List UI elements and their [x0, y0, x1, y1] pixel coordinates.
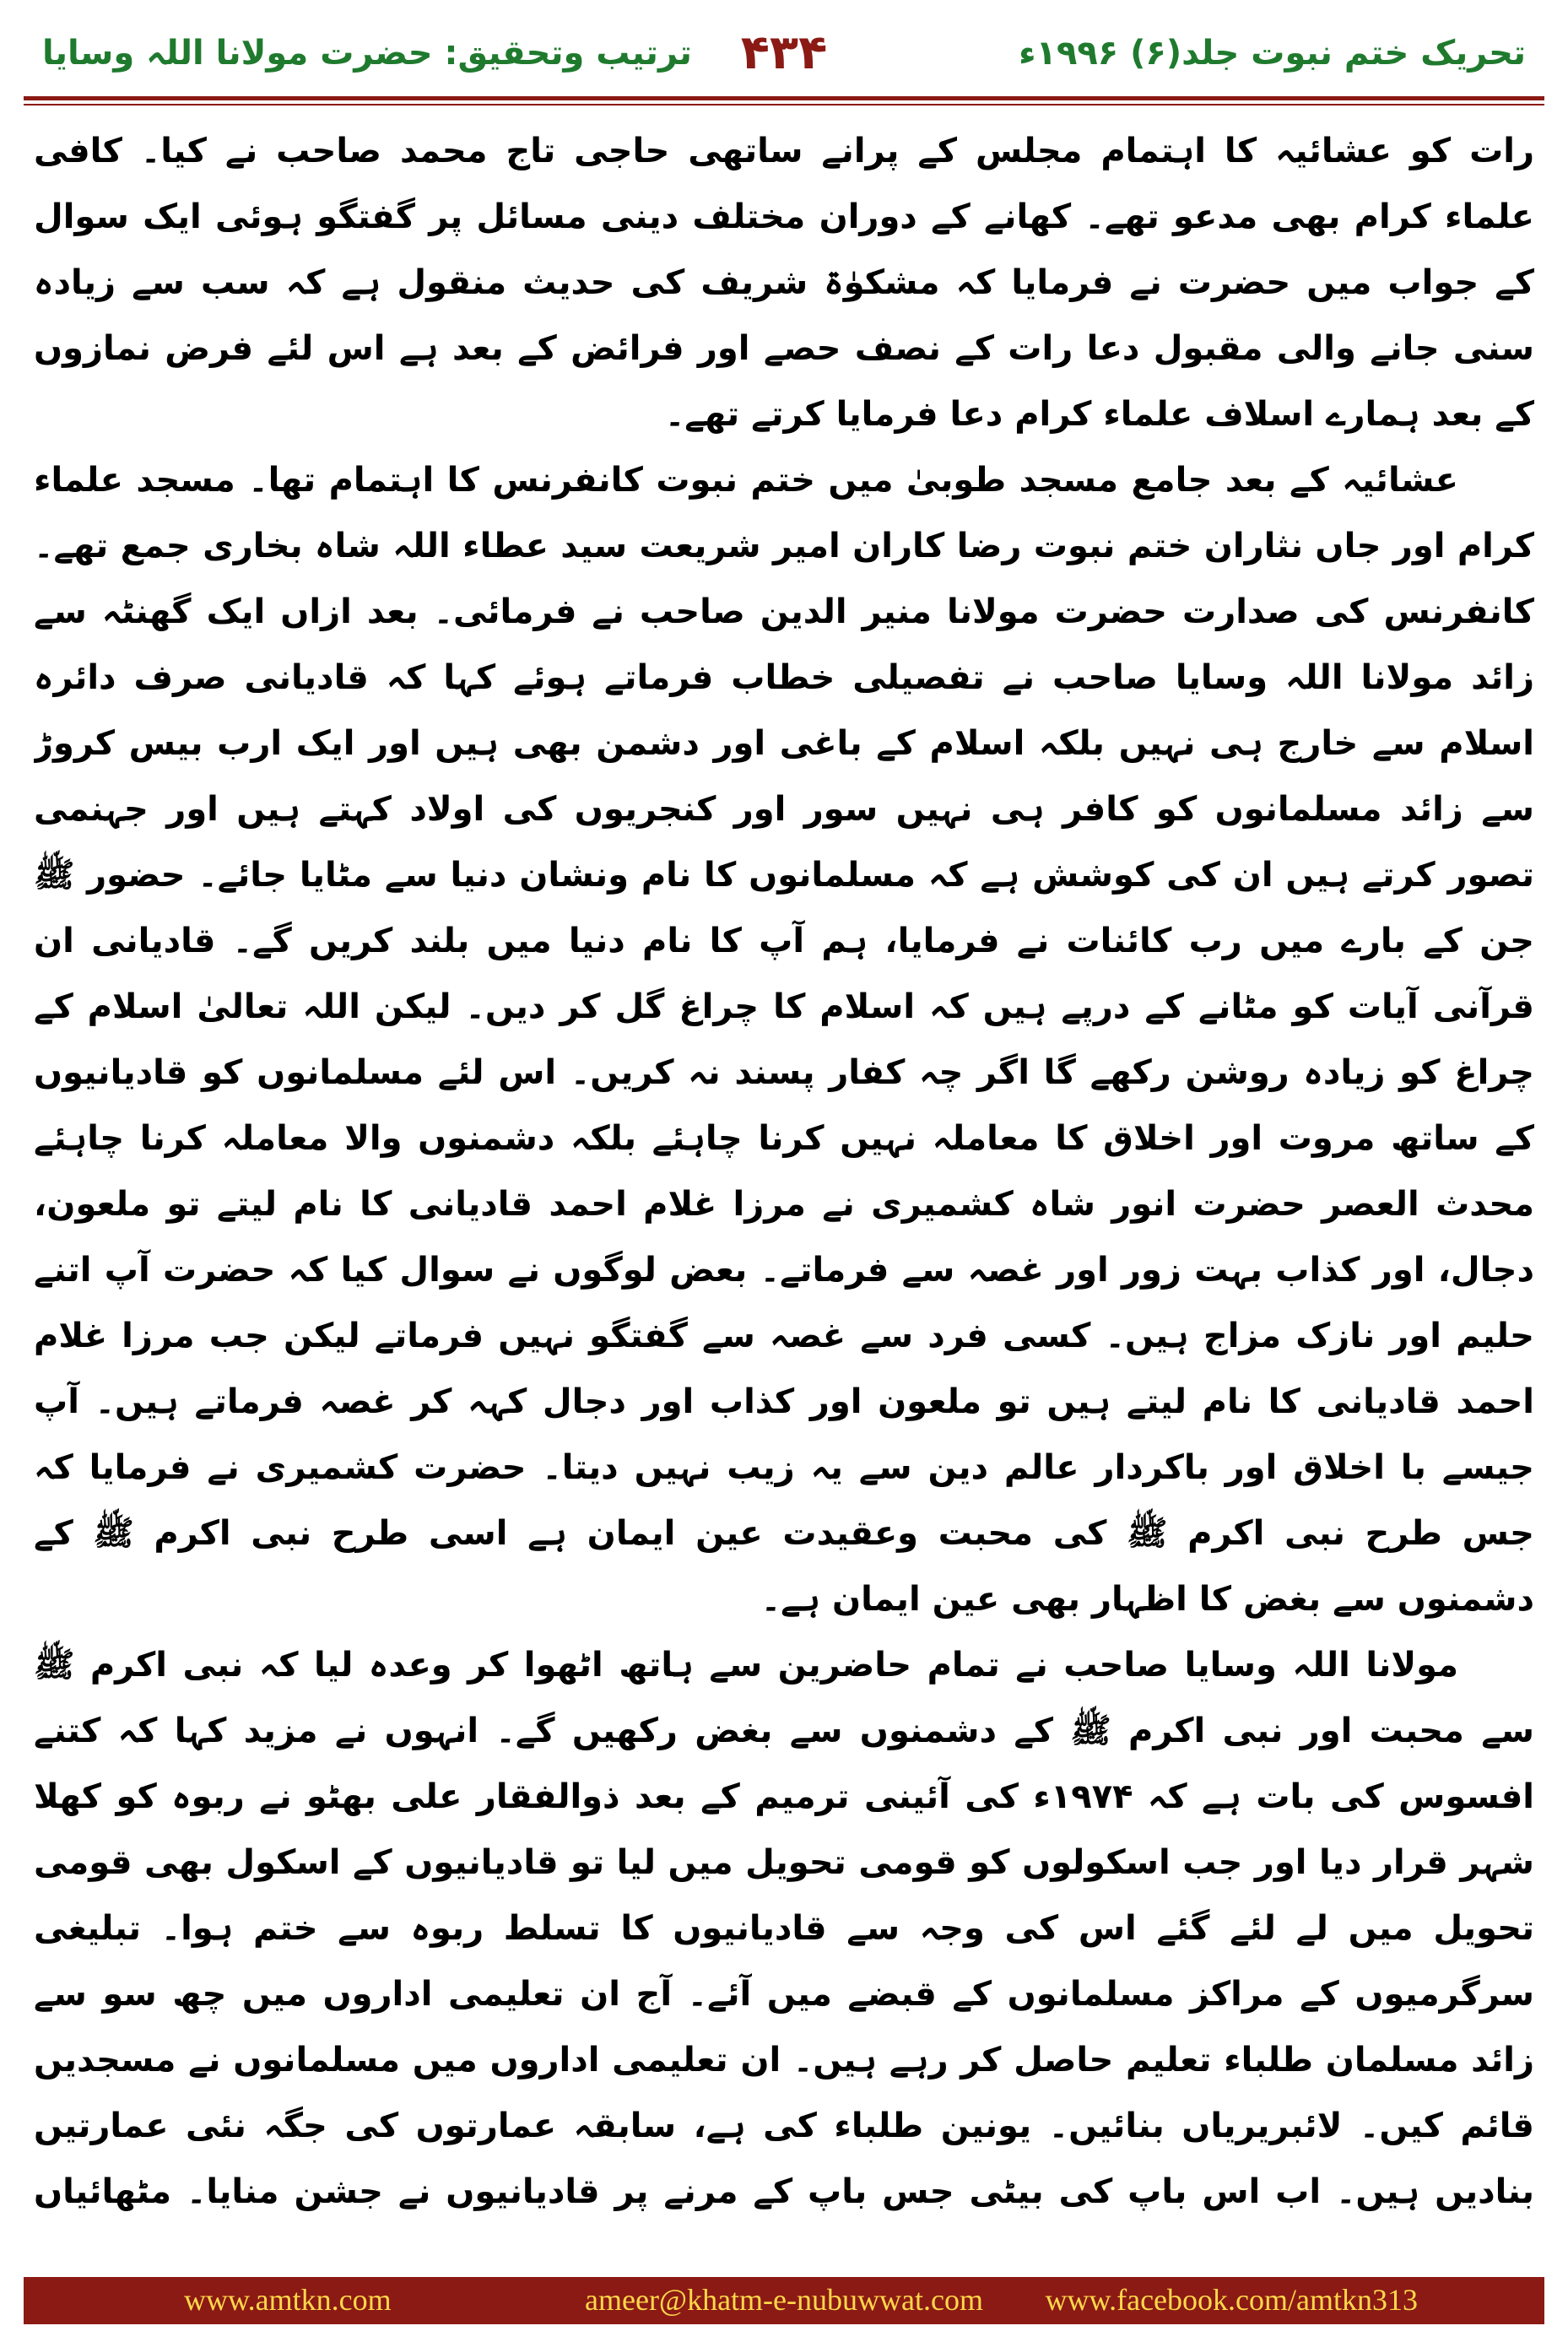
page-footer — [24, 2277, 1544, 2324]
facebook-link[interactable]: www.facebook.com/amtkn313 — [1045, 2283, 1418, 2317]
book-title: تحریک ختم نبوت جلد(۶) ۱۹۹۶ء — [1019, 34, 1526, 73]
paragraph-3: مولانا اللہ وسایا صاحب نے تمام حاضرین سے ہاتھ اٹھوا کر وعدہ لیا کہ نبی اکرم ﷺ سے محبت اور نبی اکرم ﷺ کے دشمنوں سے بغض رکھیں گے۔ انہوں نے مزید کہا کہ کتنے افسوس کی بات ہے کہ ۱۹۷۴ء کی آئینی ترمیم کے بعد ذوالفقار علی بھٹو نے ربوہ کو کھلا شہر قرار دیا اور جب اسکولوں کو قومی تحویل میں لیا تو قادیانیوں کے اسکول بھی قومی تحویل میں لے لئے گئے اس کی وجہ سے قادیانیوں کا تسلط ربوہ سے ختم ہوا۔ تبلیغی سرگرمیوں کے مراکز مسلمانوں کے قبضے میں آئے۔ آج ان تعلیمی اداروں میں چھ سو سے زائد مسلمان طلباء تعلیم حاصل کر رہے ہیں۔ ان تعلیمی اداروں میں مسلمانوں نے مسجدیں قائم کیں۔ لائبریریاں بنائیں۔ یونین طلباء کی ہے، سابقہ عمارتوں کی جگہ نئی عمارتیں بنادیں ہیں۔ اب اس باپ کی بیٹی جس باپ کے مرنے پر قادیانیوں نے جشن منایا۔ مٹھائیاں — [34, 1646, 1534, 2211]
paragraph-2: عشائیہ کے بعد جامع مسجد طوبیٰ میں ختم نبوت کانفرنس کا اہتمام تھا۔ مسجد علماء کرام اور جاں نثاران ختم نبوت رضا کاران امیر شریعت سید عطاء اللہ شاہ بخاری جمع تھے۔ کانفرنس کی صدارت حضرت مولانا منیر الدین صاحب نے فرمائی۔ بعد ازاں ایک گھنٹہ سے زائد مولانا اللہ وسایا صاحب نے تفصیلی خطاب فرماتے ہوئے کہا کہ قادیانی صرف دائرہ اسلام سے خارج ہی نہیں بلکہ اسلام کے باغی اور دشمن بھی ہیں اور ایک ارب بیس کروڑ سے زائد مسلمانوں کو کافر ہی نہیں سور اور کنجریوں کی اولاد کہتے ہیں اور جہنمی تصور کرتے ہیں ان کی کوشش ہے کہ مسلمانوں کا نام ونشان دنیا سے مٹایا جائے۔ حضور ﷺ جن کے بارے میں رب کائنات نے فرمایا، ہم آپ کا نام دنیا میں بلند کریں گے۔ قادیانی ان قرآنی آیات کو مٹانے کے درپے ہیں کہ اسلام کا چراغ گل کر دیں۔ لیکن اللہ تعالیٰ اسلام کے چراغ کو زیادہ روشن رکھے گا اگر چہ کفار پسند نہ کریں۔ اس لئے مسلمانوں کو قادیانیوں کے ساتھ مروت اور اخلاق کا معاملہ نہیں کرنا چاہئے بلکہ دشمنوں والا معاملہ کرنا چاہئے محدث العصر حضرت انور شاہ کشمیری نے مرزا غلام احمد قادیانی کا نام لیتے تو ملعون، دجال، اور کذاب بہت زور اور غصہ سے فرماتے۔ بعض لوگوں نے سوال کیا کہ حضرت آپ اتنے حلیم اور نازک مزاج ہیں۔ کسی فرد سے غصہ سے گفتگو نہیں فرماتے لیکن جب مرزا غلام احمد قادیانی کا نام لیتے ہیں تو ملعون اور کذاب اور دجال کہہ کر غصہ فرماتے ہیں۔ آپ جیسے با اخلاق اور باکردار عالم دین سے یہ زیب نہیں دیتا۔ حضرت کشمیری نے فرمایا کہ جس طرح نبی اکرم ﷺ کی محبت وعقیدت عین ایمان ہے اسی طرح نبی اکرم ﷺ کے دشمنوں سے بغض کا اظہار بھی عین ایمان ہے۔ — [34, 461, 1534, 1619]
header-divider-thin — [24, 104, 1544, 105]
email-link[interactable]: ameer@khatm-e-nubuwwat.com — [585, 2283, 983, 2317]
page-number: ۴۳۴ — [740, 25, 828, 80]
body-text — [34, 118, 1534, 2237]
website-link[interactable]: www.amtkn.com — [184, 2283, 392, 2317]
header-divider — [24, 96, 1544, 100]
compiler-credit: ترتیب وتحقیق: حضرت مولانا اللہ وسایا — [42, 34, 692, 73]
page-header — [42, 25, 1526, 84]
paragraph-1: رات کو عشائیہ کا اہتمام مجلس کے پرانے ساتھی حاجی تاج محمد صاحب نے کیا۔ کافی علماء کرام بھی مدعو تھے۔ کھانے کے دوران مختلف دینی مسائل پر گفتگو ہوئی ایک سوال کے جواب میں حضرت نے فرمایا کہ مشکوٰۃ شریف کی حدیث منقول ہے کہ سب سے زیادہ سنی جانے والی مقبول دعا رات کے نصف حصے اور فرائض کے بعد ہے اس لئے فرض نمازوں کے بعد ہمارے اسلاف علماء کرام دعا فرمایا کرتے تھے۔ — [34, 132, 1534, 434]
